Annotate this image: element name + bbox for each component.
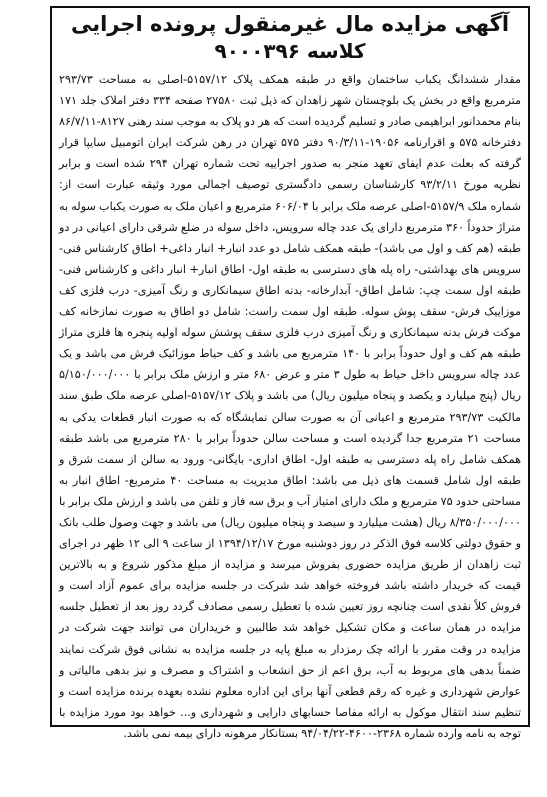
- case-number: کلاسه ۹۰۰۰۳۹۶: [214, 39, 366, 63]
- notice-body-text: مقدار ششدانگ یکباب ساختمان واقع در طبقه همکف پلاک ۵۱۵۷/۱۲-اصلی به مساحت ۲۹۳/۷۳ مترمربع واقع در بخش یک بلوچستان شهر زاهدان که ذیل ثبت ۲۷۵۸۰ صفحه ۳۳۴ دفتر املاک جلد ۱۷۱ بنام محمدانور ابراهیمی صادر و تسلیم گردیده است که هر دو پلاک به موجب سند رهنی ۸۱۲۷-۸۶/۷/۱۱ دفترخانه ۵۷۵ و اقرارنامه ۱۹۰۵۶-۹۰/۳/۱۱ دفتر ۵۷۵ تهران در رهن شرکت ایران اتومبیل سایپا قرار گرفته که بعلت عدم ایفای تعهد منجر به صدور اجراییه تحت شماره تهران ۲۹۴ شده است و برابر نظریه مورخ ۹۳/۲/۱۱ کارشناسان رسمی دادگستری توصیف اجمالی مورد وثیقه عبارت است از: شماره ملک ۵۱۵۷/۹-اصلی عرصه ملک برابر با ۶۰۶/۰۴ مترمربع و اعیان ملک به صورت یکباب سوله به متراژ حدوداً ۳۶۰ مترمربع دارای یک عدد چاله سرویس، داخل سوله در ضلع شرقی دارای اعیانی در دو طبقه (هم کف و اول می باشد)- طبقه همکف شامل دو عدد انبار+ انبار داغی+ اطاق کارشناس فنی- سرویس های بهداشتی- راه پله های دسترسی به طبقه اول- اطاق انبار+ انبار داغی و کارشناس فنی- طبقه اول سمت چپ: شامل اطاق- آبدارخانه- بدنه اطاق سیمانکاری و رنگ آمیزی- درب فلزی کف موزاییک فرش- سقف پوش سوله. طبقه اول سمت راست: شامل دو اطاق به صورت نمازخانه کف موکت فرش بدنه سیمانکاری و رنگ آمیزی درب فلزی سقف پوشش سوله اولیه پنجره ها فلزی متراژ طبقه هم کف و اول حدوداً برابر با ۱۴۰ مترمربع می باشد و کف حیاط موزائیک فرش می باشد و یک عدد چاله سرویس داخل حیاط به طول ۳ متر و عرض ۶۸۰ متر و ارزش ملک برابر با ۵/۱۵۰/۰۰۰/۰۰۰ ریال (پنج میلیارد و یکصد و پنجاه میلیون ریال) می باشد و پلاک ۵۱۵۷/۱۲-اصلی عرصه ملک طبق سند مالکیت ۲۹۳/۷۳ مترمربع و اعیانی آن به صورت سالن نمایشگاه که به صورت انبار قطعات یدکی به مساحت ۲۱ مترمربع جدا گردیده است و مساحت سالن حدوداً برابر با ۲۸۰ مترمربع می باشد طبقه همکف شامل راه پله دسترسی به طبقه اول- اطاق اداری- بایگانی- ورود به سالن از سمت شرق و طبقه اول شامل قسمت های ذیل می باشد: اطاق مدیریت به مساحت ۴۰ مترمربع- اطاق انبار به مساحتی حدود ۷۵ مترمربع و ملک دارای امتیاز آب و برق سه فاز و تلفن می باشد و ارزش ملک برابر با ۸/۳۵۰/۰۰۰/۰۰۰ ریال (هشت میلیارد و سیصد و پنجاه میلیون ریال) می باشد و جهت وصول طلب بانک و حقوق دولتی کلاسه فوق الذکر در روز دوشنبه مورخ ۱۳۹۴/۱۲/۱۷ از ساعت ۹ الی ۱۲ ظهر در اجرای ثبت زاهدان از طریق مزایده حضوری بفروش میرسد و مزایده از مبلغ مذکور شروع و به بالاترین قیمت که خریدار داشته باشد فروخته خواهد شد شرکت در جلسه مزایده برای عموم آزاد است و فروش کلاً نقدی است چنانچه روز تعیین شده با تعطیل رسمی مصادف گردد روز بعد از تعطیل جلسه مزایده در همان ساعت و مکان تشکیل خواهد شد طالبین و خریداران می توانند جهت شرکت در مزایده در وقت مقرر با ارائه چک رمزدار به مبلغ پایه در جلسه مزایده به نشانی فوق شرکت نمایند ضمناً بدهی های مربوط به آب، برق اعم از حق انشعاب و اشتراک و مصرف و نیز بدهی مالیاتی و عوارض شهرداری و غیره که رقم قطعی آنها برای این اداره معلوم نشده بعهده برنده مزایده است و تنظیم سند انتقال موکول به ارائه مفاصا حسابهای دارایی و شهرداری و... خواهد بود مورد مزایده با توجه به نامه وارده شماره ۲۳۶۸-۴۶۰۰-۹۴/۰۴/۲۲ بستانکار مرهونه دارای بیمه نمی باشد.: [59, 73, 522, 740]
- auction-notice: [50, 6, 530, 740]
- notice-body: [59, 69, 522, 740]
- notice-title: آگهی مزایده مال غیرمنقول پرونده اجرایی: [70, 12, 510, 36]
